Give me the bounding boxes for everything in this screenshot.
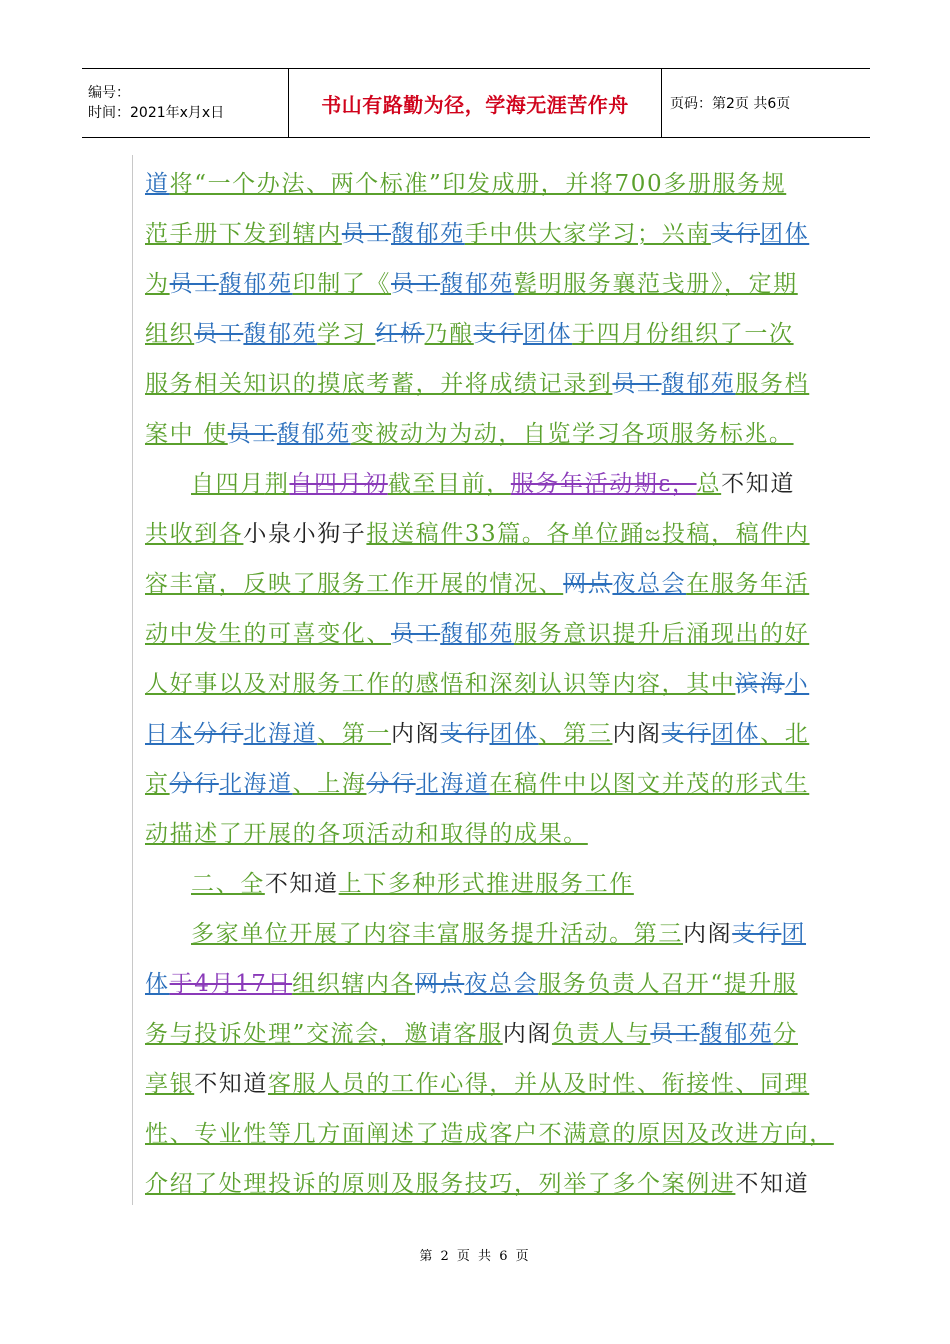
plain-text-run: 内阁 <box>683 921 733 947</box>
deleted-text-run: 员工 <box>169 271 219 297</box>
inserted-text-run: 、第三 <box>538 721 613 747</box>
deleted-text-run: 网点 <box>415 971 465 997</box>
inserted-text-run: 北海道 <box>218 771 293 797</box>
inserted-text-run: 分 <box>773 1021 798 1047</box>
inserted-text-run: 总 <box>696 471 722 497</box>
text-line <box>145 210 810 260</box>
deleted-text-run: 支行 <box>732 921 782 947</box>
inserted-text-run: 夜总会 <box>612 571 687 597</box>
inserted-text-run: 团体 <box>522 321 573 347</box>
header-motto-cell <box>289 69 662 137</box>
inserted-text-run: 案中 使 <box>145 421 228 447</box>
inserted-text-run: 馥郁苑 <box>218 271 293 297</box>
header-motto: 书山有路勤为径，学海无涯苦作舟 <box>321 92 629 117</box>
inserted-text-run: 服务意识提升后涌现出的好 <box>514 621 810 647</box>
deleted-text-run: 分行 <box>366 771 416 797</box>
inserted-text-run: 动中发生的可喜变化、 <box>145 621 391 647</box>
deleted-text-run: 员工 <box>612 371 662 397</box>
text-line <box>145 1110 834 1160</box>
inserted-text-run: 服务相关知识的摸底考蓄，并将成绩记录到 <box>145 371 613 397</box>
plain-text-run: 内阁 <box>502 1021 552 1047</box>
inserted-text-run: 学习 <box>317 321 376 347</box>
deleted-text-run: 员工 <box>341 221 392 247</box>
inserted-text-run: 将“一个办法、两个标准”印发成册，并将700多册服务规 <box>169 171 787 197</box>
inserted-text-run: 荆 <box>264 471 290 497</box>
text-line <box>145 1160 810 1210</box>
deleted-text-run: 支行 <box>661 721 711 747</box>
inserted-text-run: 自四月 <box>191 471 265 497</box>
plain-text-run: 不知道 <box>194 1071 269 1097</box>
deleted-text-run: 服务年活动期ε， <box>510 471 697 497</box>
revision-margin-line <box>132 155 133 1205</box>
inserted-text-run: 于四月份组织了一次 <box>572 321 794 347</box>
inserted-text-run: 馥郁苑 <box>276 421 351 447</box>
inserted-text-run: 介绍了处理投诉的原则及服务技巧，列举了多个案例进 <box>145 1171 736 1197</box>
plain-text-run: 不知道 <box>735 1171 810 1197</box>
deleted-text-run: 分行 <box>169 771 219 797</box>
deleted-text-run: 员工 <box>650 1021 700 1047</box>
deleted-text-run: 员工 <box>391 271 441 297</box>
page-footer: 第 2 页 共 6 页 <box>419 1249 531 1264</box>
inserted-text-run: 范手册下发到辖内 <box>145 221 342 247</box>
text-line <box>145 310 810 360</box>
inserted-text-run: 馥郁苑 <box>391 221 465 247</box>
deleted-text-run: 红桥 <box>375 321 425 347</box>
deleted-text-run: 员工 <box>391 621 441 647</box>
inserted-text-run: 馥郁苑 <box>699 1021 774 1047</box>
text-line <box>145 660 810 710</box>
header-table <box>82 68 870 138</box>
inserted-text-run: 北海道 <box>243 721 318 747</box>
inserted-text-run: 人好事以及对服务工作的感悟和深刻认识等内容，其中 <box>145 671 736 697</box>
inserted-text-run: 负责人与 <box>551 1021 651 1047</box>
inserted-text-run: 道 <box>145 171 170 197</box>
deleted-text-run: 支行 <box>473 321 523 347</box>
inserted-text-run: 团体 <box>710 721 761 747</box>
inserted-text-run: 团体 <box>489 721 539 747</box>
inserted-text-run: 乃酿 <box>424 321 474 347</box>
deleted-text-run: 滨海 <box>735 671 785 697</box>
text-line <box>145 560 810 610</box>
inserted-text-run: 夜总会 <box>464 971 539 997</box>
inserted-text-run: 服务负责人召开“提升服 <box>538 971 798 997</box>
deleted-text-run: 分行 <box>194 721 244 747</box>
plain-text-run: 不知道 <box>264 871 339 897</box>
inserted-text-run: 性、专业性等几方面阐述了造成客户不满意的原因及改进方向， <box>145 1121 834 1147</box>
inserted-text-run: 在服务年活 <box>686 571 810 597</box>
inserted-text-run: 馥郁苑 <box>243 321 318 347</box>
inserted-text-run: 多家单位开展了内容丰富服务提升活动。第三 <box>191 921 683 947</box>
doc-time-label: 时间：2021年x月x日 <box>88 105 225 121</box>
text-line <box>145 1060 810 1110</box>
inserted-text-run: 容丰富，反映了服务工作开展的情况、 <box>145 571 564 597</box>
document-body <box>145 160 834 1210</box>
inserted-text-run: 服务档 <box>735 371 810 397</box>
inserted-text-run: 京 <box>145 771 170 797</box>
text-line <box>145 160 810 210</box>
text-line <box>145 710 810 760</box>
inserted-text-run: 为 <box>145 271 170 297</box>
inserted-text-run: 印制了《 <box>292 271 392 297</box>
inserted-text-run: 小 <box>784 671 810 697</box>
plain-text-run: 内阁 <box>612 721 662 747</box>
inserted-text-run: 动描述了开展的各项活动和取得的成果。 <box>145 821 588 847</box>
header-page-info: 页码：第2页 共6页 <box>670 96 791 112</box>
inserted-text-run: 馥郁苑 <box>440 271 515 297</box>
inserted-text-run: 务与投诉处理”交流会，邀请客服 <box>145 1021 503 1047</box>
deleted-text-run: 支行 <box>710 221 761 247</box>
inserted-text-run: 变被动为为动，自览学习各项服务标兆。 <box>350 421 794 447</box>
header-meta-cell <box>82 69 289 137</box>
deleted-text-run: 自四月初 <box>289 471 388 497</box>
inserted-text-run: 团体 <box>760 221 810 247</box>
inserted-text-run: 、第一 <box>317 721 392 747</box>
deleted-text-run: 员工 <box>194 321 244 347</box>
inserted-text-run: 上下多种形式推进服务工作 <box>338 871 634 897</box>
inserted-text-run: 共收到各 <box>145 521 244 547</box>
inserted-text-run: 组织 <box>145 321 195 347</box>
inserted-text-run: 团 <box>781 921 807 947</box>
text-line <box>145 910 810 960</box>
text-line <box>145 510 810 560</box>
inserted-text-run: 截至目前， <box>387 471 511 497</box>
inserted-text-run: 二、全 <box>191 871 265 897</box>
inserted-text-run: 报送稿件33篇。各单位踊ಜ投稿，稿件内 <box>366 521 810 547</box>
inserted-text-run: 体 <box>145 971 170 997</box>
inserted-text-run: 日本 <box>145 721 195 747</box>
inserted-text-run: 、北 <box>760 721 810 747</box>
inserted-text-run: 北海道 <box>415 771 490 797</box>
inserted-text-run: 客服人员的工作心得，并从及时性、衔接性、同理 <box>268 1071 810 1097</box>
inserted-text-run: 在稿件中以图文并茂的形式生 <box>489 771 810 797</box>
text-line <box>145 960 810 1010</box>
text-line <box>145 760 810 810</box>
text-line <box>145 1010 810 1060</box>
text-line <box>145 810 810 860</box>
plain-text-run: 不知道 <box>721 471 795 497</box>
deleted-text-run: 于4月17日 <box>169 971 293 997</box>
deleted-text-run: 员工 <box>227 421 277 447</box>
inserted-text-run: 馥郁苑 <box>661 371 736 397</box>
text-line <box>145 260 810 310</box>
plain-text-run: 小泉小狗子 <box>243 521 367 547</box>
plain-text-run: 内阁 <box>391 721 441 747</box>
header-page-cell <box>662 69 870 137</box>
deleted-text-run: 支行 <box>440 721 490 747</box>
text-line <box>145 860 810 910</box>
inserted-text-run: 甏明服务襄范戋册》，定期 <box>514 271 798 297</box>
inserted-text-run: 手中供大家学习；兴南 <box>464 221 711 247</box>
deleted-text-run: 网点 <box>563 571 613 597</box>
inserted-text-run: 馥郁苑 <box>440 621 515 647</box>
text-line <box>145 460 810 510</box>
doc-code-label: 编号： <box>88 85 130 101</box>
inserted-text-run: 组织辖内各 <box>292 971 416 997</box>
text-line <box>145 410 810 460</box>
inserted-text-run: 、上海 <box>292 771 367 797</box>
text-line <box>145 360 810 410</box>
inserted-text-run: 享银 <box>145 1071 195 1097</box>
text-line <box>145 610 810 660</box>
